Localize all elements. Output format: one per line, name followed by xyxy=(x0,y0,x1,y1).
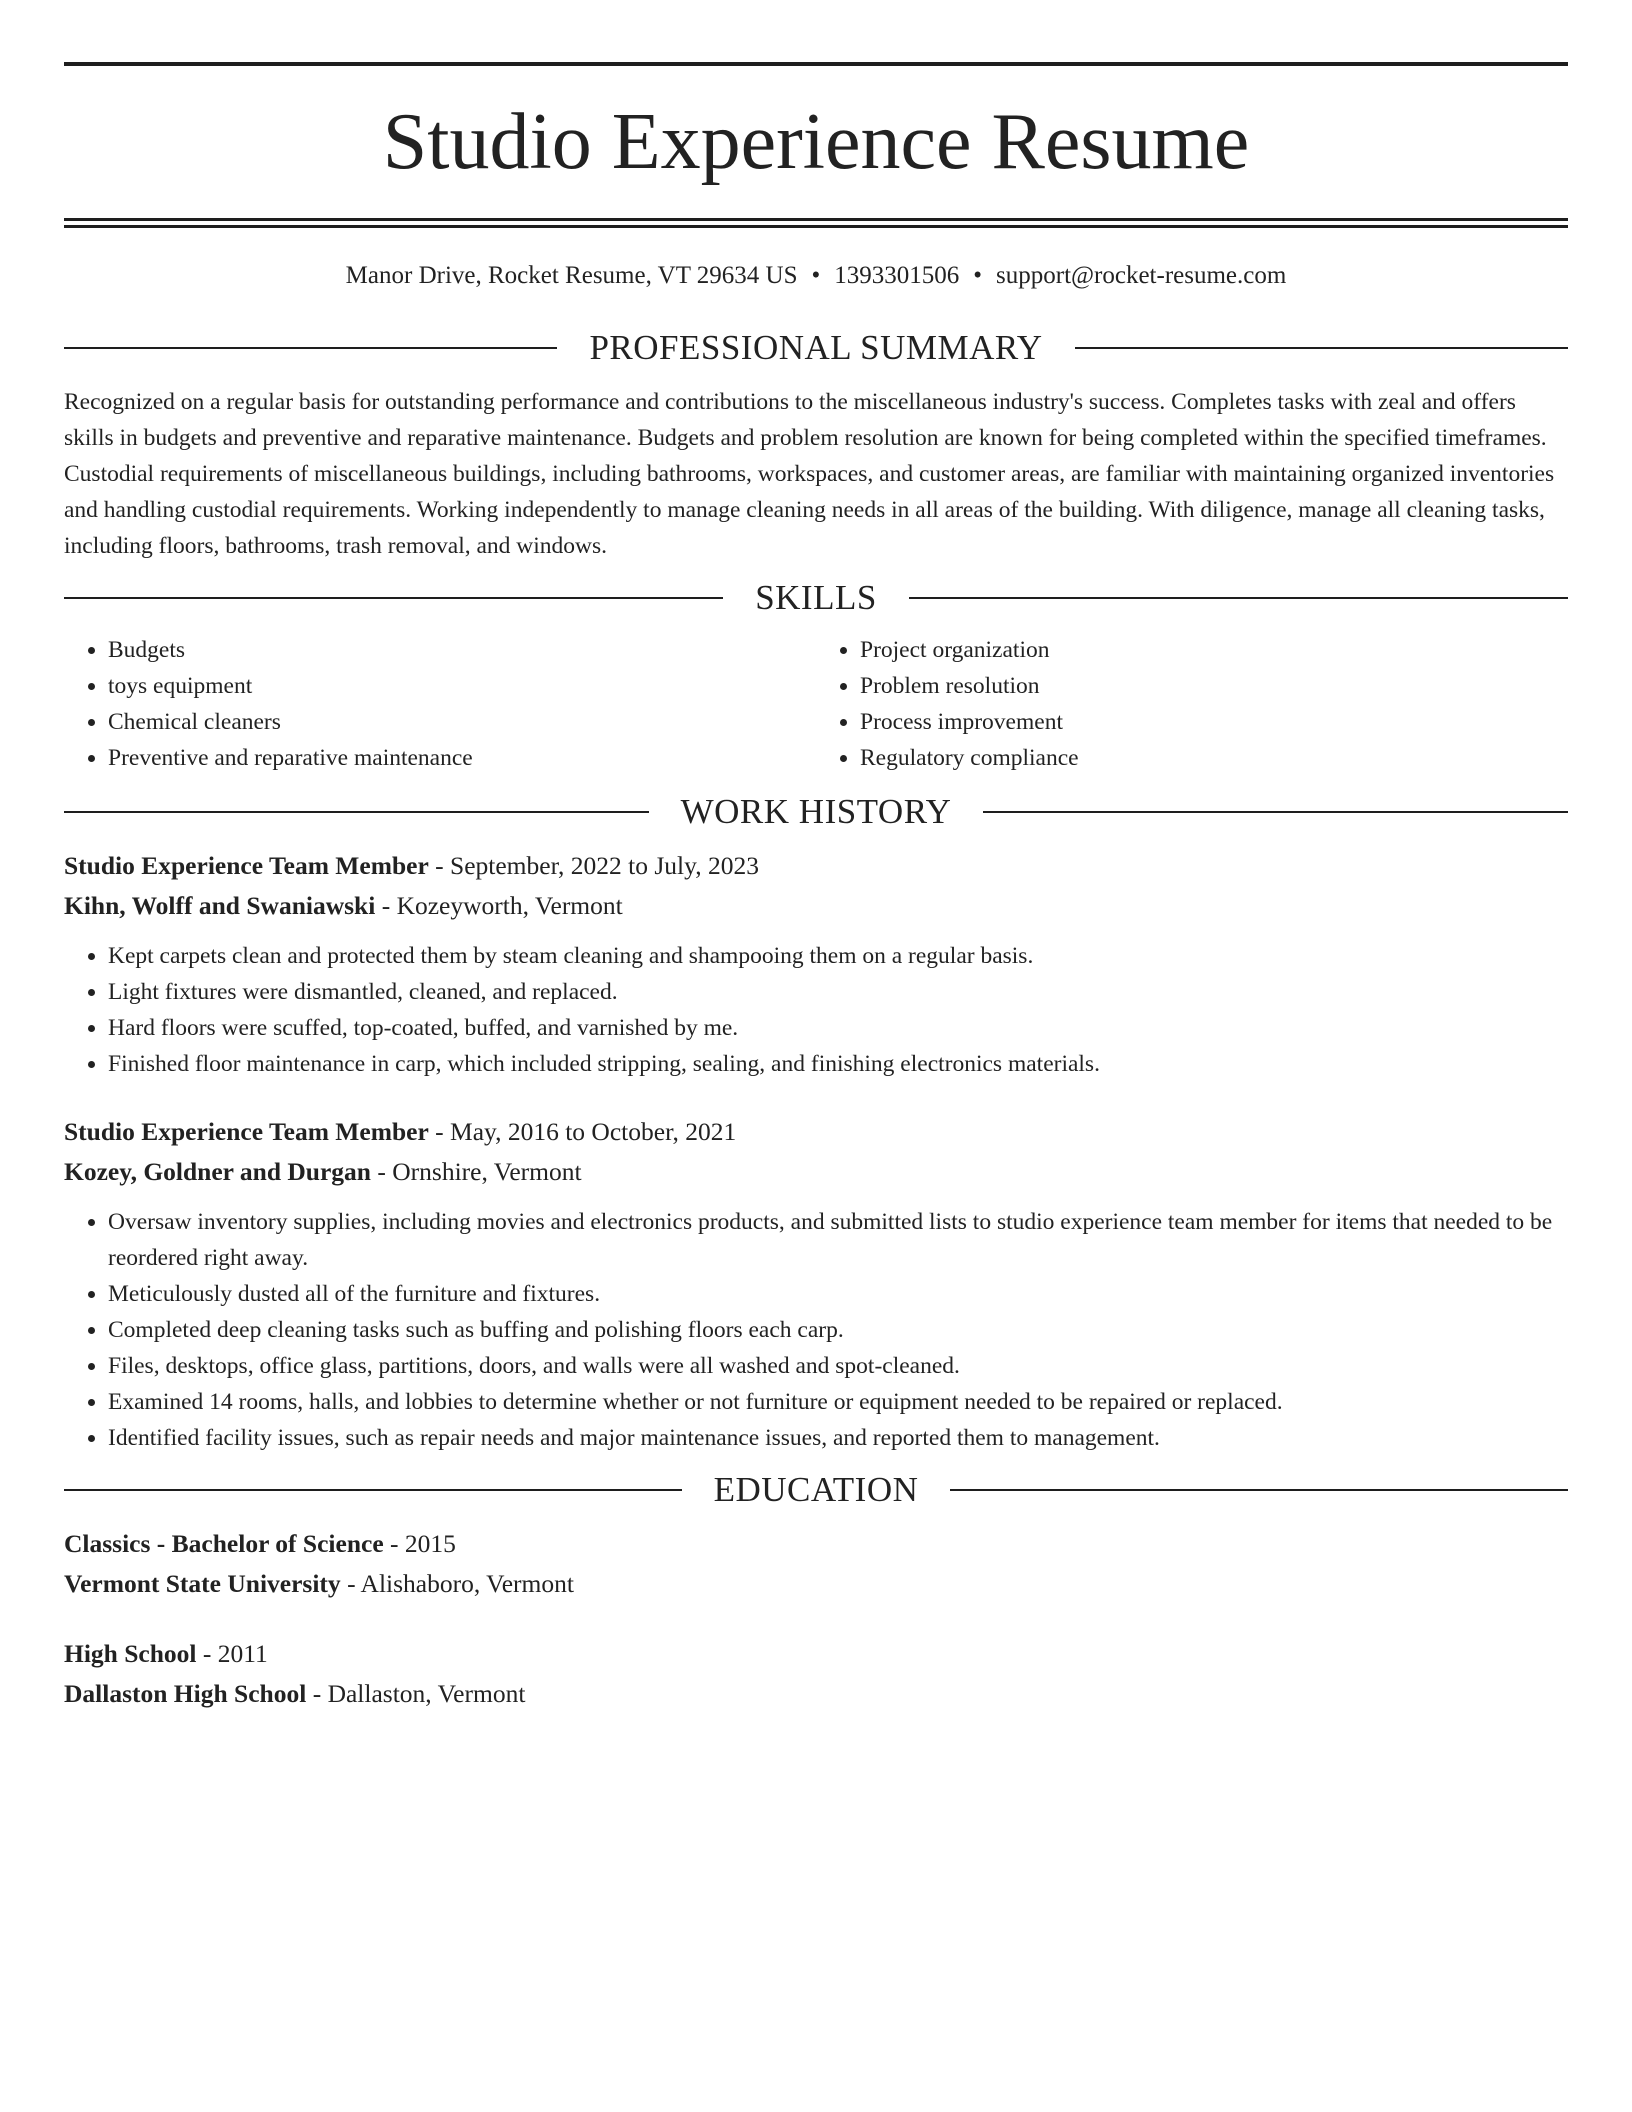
skill-item: • Regulatory compliance xyxy=(860,740,1568,776)
job-company-line xyxy=(64,886,1568,926)
heading-rule xyxy=(64,811,649,813)
skill-item: • Problem resolution xyxy=(860,668,1568,704)
job-bullet: • Hard floors were scuffed, top-coated, buffed, and varnished by me. xyxy=(108,1010,1568,1046)
section-title: SKILLS xyxy=(755,578,877,617)
job-bullet: • Oversaw inventory supplies, including movies and electronics products, and submitted lists to studio experience team member for items that needed to be reordered right away. xyxy=(108,1204,1568,1276)
section-heading-work xyxy=(64,790,1568,834)
job-title: Studio Experience Team Member xyxy=(64,1117,429,1146)
education-location: Alishaboro, Vermont xyxy=(360,1569,574,1598)
section-title: WORK HISTORY xyxy=(680,792,952,831)
job-bullet: • Light fixtures were dismantled, cleaned, and replaced. xyxy=(108,974,1568,1010)
contact-address: Manor Drive, Rocket Resume, VT 29634 US xyxy=(345,262,798,289)
heading-rule xyxy=(64,1489,682,1491)
education-year: 2011 xyxy=(217,1639,268,1668)
section-heading-summary xyxy=(64,326,1568,370)
job-location: Kozeyworth, Vermont xyxy=(396,891,623,920)
title-double-rule xyxy=(64,218,1568,228)
skill-item: • toys equipment xyxy=(108,668,816,704)
skills-column-right xyxy=(816,632,1568,776)
education-entry xyxy=(64,1524,1568,1604)
education-location: Dallaston, Vermont xyxy=(327,1679,526,1708)
education-entry xyxy=(64,1634,1568,1714)
education-school-line xyxy=(64,1674,1568,1714)
job-dates: September, 2022 to July, 2023 xyxy=(450,851,759,880)
job-bullet: • Kept carpets clean and protected them by steam cleaning and shampooing them on a regular basis. xyxy=(108,938,1568,974)
job-bullets xyxy=(64,1204,1568,1456)
dash: - xyxy=(390,1529,399,1558)
heading-rule xyxy=(909,597,1568,599)
job-bullet: • Finished floor maintenance in carp, which included stripping, sealing, and finishing electronics materials. xyxy=(108,1046,1568,1082)
dash: - xyxy=(381,891,391,920)
job-title: Studio Experience Team Member xyxy=(64,851,429,880)
education-school: Vermont State University xyxy=(64,1569,341,1598)
section-title: EDUCATION xyxy=(713,1470,919,1509)
heading-rule xyxy=(64,597,723,599)
education-year: 2015 xyxy=(404,1529,456,1558)
contact-separator: • xyxy=(811,262,821,289)
contact-separator: • xyxy=(973,262,983,289)
job-dates: May, 2016 to October, 2021 xyxy=(450,1117,737,1146)
education-degree-line xyxy=(64,1634,1568,1674)
skill-item: • Project organization xyxy=(860,632,1568,668)
dash: - xyxy=(202,1639,212,1668)
job-title-line xyxy=(64,1112,1568,1152)
heading-rule xyxy=(64,347,557,349)
dash: - xyxy=(435,1117,444,1146)
job-bullet: • Completed deep cleaning tasks such as buffing and polishing floors each carp. xyxy=(108,1312,1568,1348)
skill-item: • Process improvement xyxy=(860,704,1568,740)
skills-columns xyxy=(64,632,1568,776)
education-school-line xyxy=(64,1564,1568,1604)
contact-email[interactable]: support@rocket-resume.com xyxy=(996,262,1287,289)
job-company: Kozey, Goldner and Durgan xyxy=(64,1157,371,1186)
resume-title: Studio Experience Resume xyxy=(382,98,1250,186)
education-degree: Classics - Bachelor of Science xyxy=(64,1529,384,1558)
education-school: Dallaston High School xyxy=(64,1679,307,1708)
job-company: Kihn, Wolff and Swaniawski xyxy=(64,891,376,920)
top-rule xyxy=(64,62,1568,66)
section-heading-education xyxy=(64,1468,1568,1512)
education-degree: High School xyxy=(64,1639,197,1668)
job-bullet: • Files, desktops, office glass, partitions, doors, and walls were all washed and spot-cleaned. xyxy=(108,1348,1568,1384)
skill-item: • Budgets xyxy=(108,632,816,668)
summary-text: Recognized on a regular basis for outstanding performance and contributions to the miscellaneous industry's success. Completes tasks with zeal and offers skills in budgets and preventive and reparative maintenance. Budgets and problem resolution are known for being completed within the specified timeframes. Custodial requirements of miscellaneous buildings, including bathrooms, workspaces, and customer areas, are familiar with maintaining organized inventories and handling custodial requirements. Working independently to manage cleaning needs in all areas of the building. With diligence, manage all cleaning tasks, including floors, bathrooms, trash removal, and windows. xyxy=(64,389,1555,559)
skill-item: • Chemical cleaners xyxy=(108,704,816,740)
contact-line xyxy=(64,260,1568,292)
heading-rule xyxy=(1075,347,1568,349)
dash: - xyxy=(312,1679,322,1708)
skill-item: • Preventive and reparative maintenance xyxy=(108,740,816,776)
job-bullet: • Examined 14 rooms, halls, and lobbies to determine whether or not furniture or equipment needed to be repaired or replaced. xyxy=(108,1384,1568,1420)
job-bullet: • Identified facility issues, such as repair needs and major maintenance issues, and reported them to management. xyxy=(108,1420,1568,1456)
contact-phone: 1393301506 xyxy=(834,262,960,289)
skills-column-left xyxy=(64,632,816,776)
job-bullets xyxy=(64,938,1568,1082)
dash: - xyxy=(377,1157,386,1186)
education-degree-line xyxy=(64,1524,1568,1564)
job-entry xyxy=(64,846,1568,1082)
dash: - xyxy=(435,851,444,880)
section-title: PROFESSIONAL SUMMARY xyxy=(589,328,1043,367)
section-heading-skills xyxy=(64,576,1568,620)
heading-rule xyxy=(983,811,1568,813)
job-title-line xyxy=(64,846,1568,886)
job-company-line xyxy=(64,1152,1568,1192)
job-location: Ornshire, Vermont xyxy=(392,1157,582,1186)
dash: - xyxy=(347,1569,356,1598)
job-bullet: • Meticulously dusted all of the furniture and fixtures. xyxy=(108,1276,1568,1312)
job-entry xyxy=(64,1112,1568,1456)
heading-rule xyxy=(950,1489,1568,1491)
